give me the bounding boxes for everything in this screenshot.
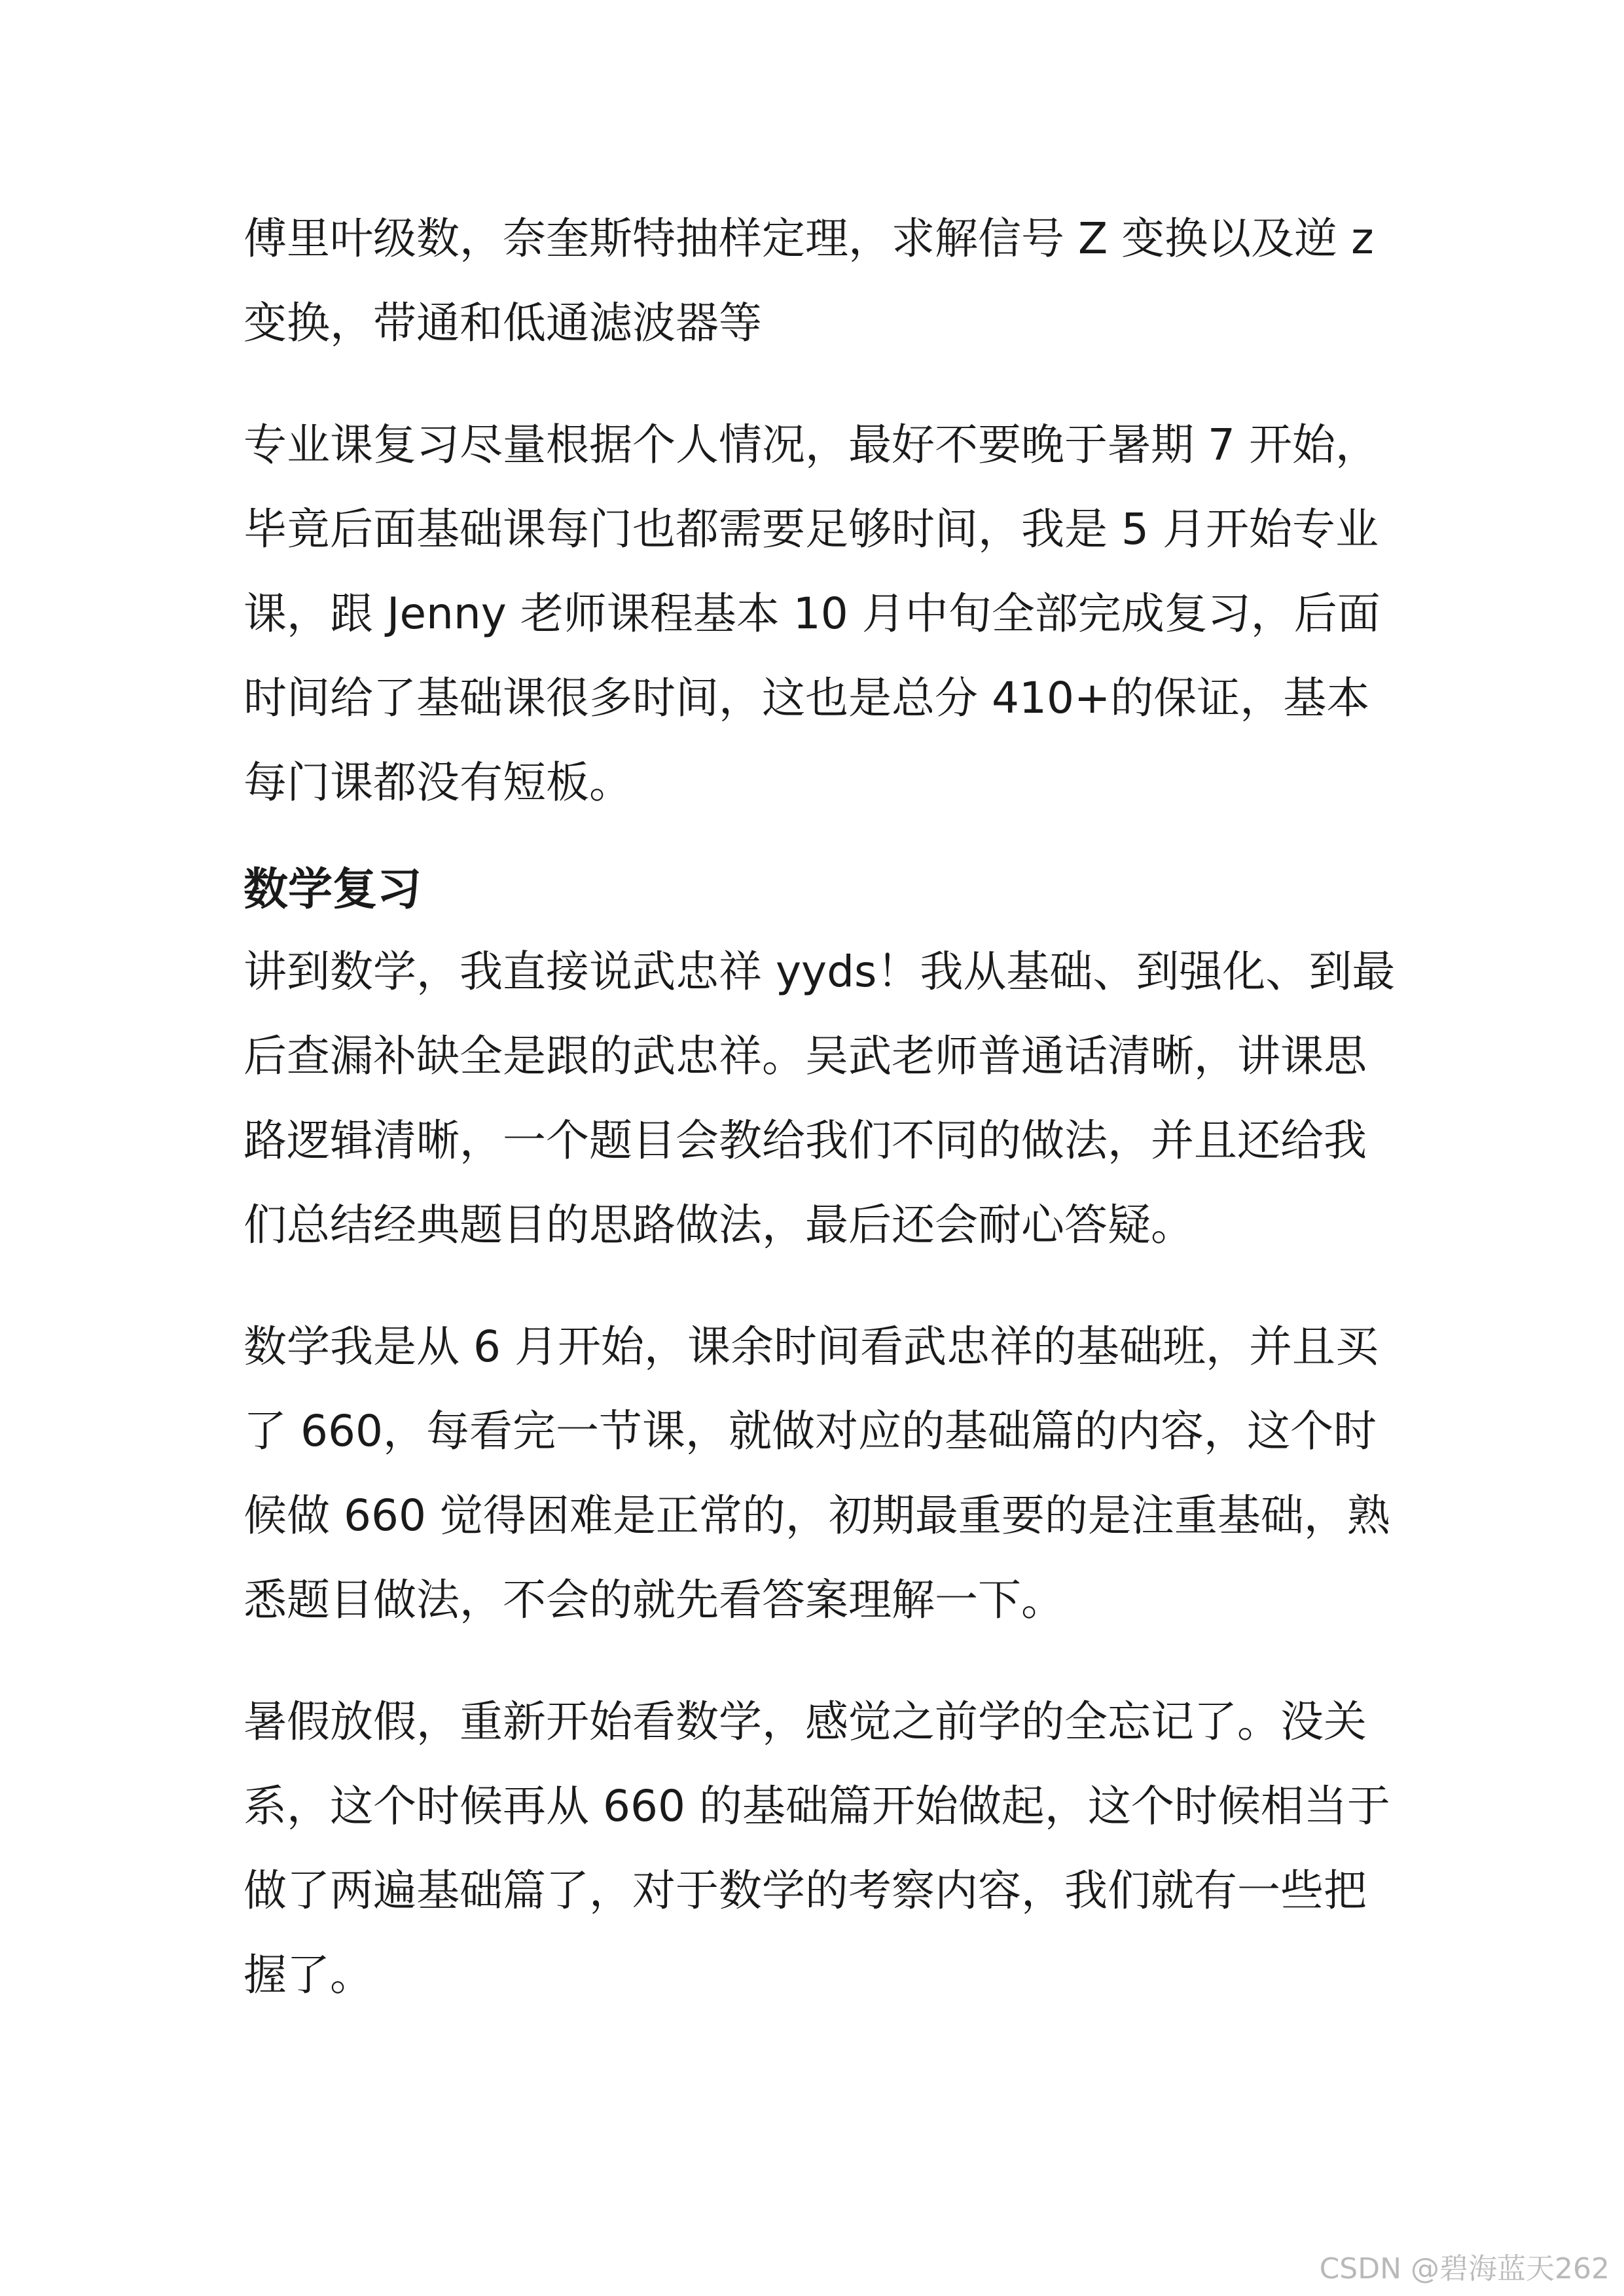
text-line: 专业课复习尽量根据个人情况，最好不要晚于暑期 7 开始， <box>244 420 1379 470</box>
text-line: 系，这个时候再从 660 的基础篇开始做起，这个时候相当于 <box>244 1781 1390 1831</box>
text-line: 候做 660 觉得困难是正常的，初期最重要的是注重基础，熟 <box>244 1490 1390 1541</box>
text-line: 数学我是从 6 月开始，课余时间看武忠祥的基础班，并且买 <box>244 1321 1379 1372</box>
text-line: 了 660，每看完一节课，就做对应的基础篇的内容，这个时 <box>244 1406 1377 1456</box>
text-line: 时间给了基础课很多时间，这也是总分 410+的保证，基本 <box>244 673 1370 723</box>
text-line: 暑假放假，重新开始看数学，感觉之前学的全忘记了。没关 <box>244 1696 1367 1747</box>
text-line: 们总结经典题目的思路做法，最后还会耐心答疑。 <box>244 1200 1194 1250</box>
paragraph <box>244 1679 1390 2017</box>
section-heading: 数学复习 <box>244 864 422 916</box>
text-line: 握了。 <box>244 1950 373 2000</box>
text-line: 傅里叶级数，奈奎斯特抽样定理，求解信号 Z 变换以及逆 z <box>244 213 1374 264</box>
text-line: 课，跟 Jenny 老师课程基本 10 月中旬全部完成复习，后面 <box>244 588 1380 639</box>
text-line: 讲到数学，我直接说武忠祥 yyds！我从基础、到强化、到最 <box>244 946 1396 997</box>
paragraph <box>244 929 1396 1267</box>
text-line: 后查漏补缺全是跟的武忠祥。吴武老师普通话清晰，讲课思 <box>244 1031 1367 1081</box>
paragraph <box>244 196 1382 365</box>
text-line: 每门课都没有短板。 <box>244 757 632 808</box>
text-line: 悉题目做法，不会的就先看答案理解一下。 <box>244 1575 1064 1625</box>
text-line: 做了两遍基础篇了，对于数学的考察内容，我们就有一些把 <box>244 1865 1367 1916</box>
paragraph <box>244 403 1382 825</box>
text-line: 毕竟后面基础课每门也都需要足够时间，我是 5 月开始专业 <box>244 504 1379 554</box>
document-page <box>244 196 1396 2017</box>
watermark: CSDN @碧海蓝天262 <box>1319 2252 1610 2286</box>
paragraph <box>244 1304 1390 1642</box>
text-line: 变换，带通和低通滤波器等 <box>244 298 762 348</box>
text-line: 路逻辑清晰，一个题目会教给我们不同的做法，并且还给我 <box>244 1115 1367 1166</box>
